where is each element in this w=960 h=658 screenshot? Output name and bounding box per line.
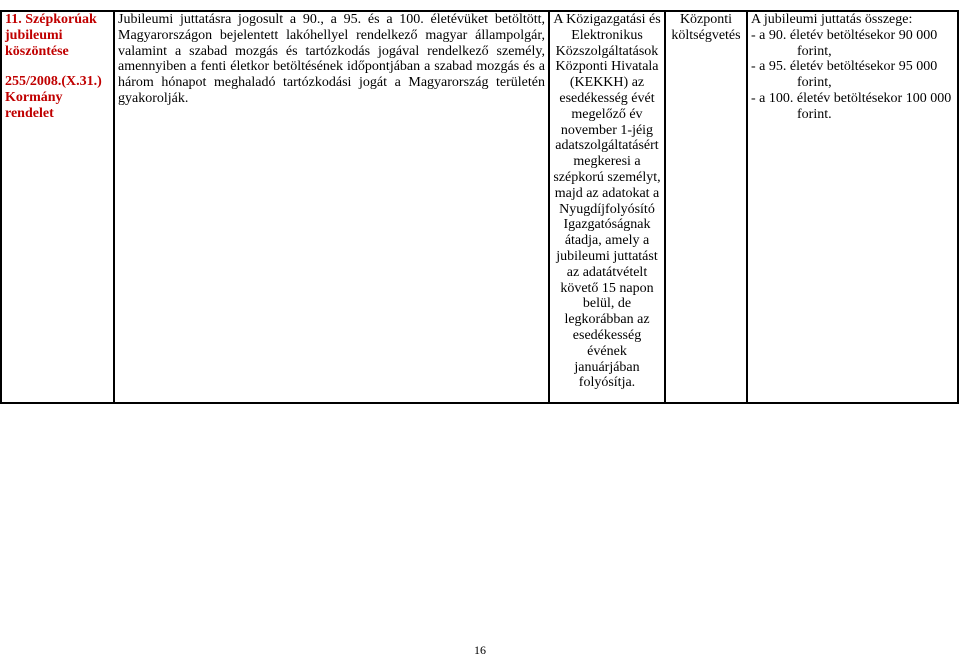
procedure-cell	[549, 11, 665, 403]
decree-reference-line: Kormány rendelet	[5, 90, 63, 121]
eligibility-cell	[114, 11, 549, 403]
amount-title: A jubileumi juttatás összege:	[751, 12, 913, 27]
funding-cell	[665, 11, 747, 403]
funding-text: Központi költségvetés	[671, 12, 741, 43]
amount-lead: - a 90. életév betöltésekor 90 000	[751, 27, 938, 43]
benefit-name-cell	[1, 11, 114, 403]
amount-cell	[747, 11, 958, 403]
amount-lead: - a 95. életév betöltésekor 95 000	[751, 59, 938, 75]
amount-item	[751, 28, 954, 60]
benefit-name-line: 11. Szépkorúak	[5, 12, 97, 27]
procedure-text: A Közigazgatási és Elektronikus Közszolgáltatások Központi Hivatala (KEKKH) az esedékesség évét megelőző év november 1-jéig adatszolgáltatásért megkeresi a szépkorú személyt, majd az adatokat a Nyugdíjfolyósító Igazgatóságnak átadja, amely a jubileumi juttatást az adatátvételt követő 15 napon belül, de legkorábban az esedékesség évének januárjában folyósítja.	[553, 12, 661, 391]
amount-rest: forint,	[797, 75, 832, 91]
eligibility-text: Jubileumi juttatásra jogosult a 90., a 95. és a 100. életévüket betöltött, Magyarországon bejelentett lakóhellyel rendelkező magyar állampolgár, valamint a szabad mozgás és tartózkodás jogával rendelkező személy, amennyiben a fenti életkor betöltésének időpontjában a szabad mozgás és a három hónapot meghaladó tartózkodási jogát a Magyarország területén gyakorolják.	[118, 12, 545, 106]
amount-item	[751, 91, 954, 123]
decree-reference-line: 255/2008.(X.31.)	[5, 74, 102, 90]
benefit-name-line: köszöntése	[5, 43, 69, 59]
amount-item	[751, 59, 954, 91]
benefits-table	[0, 10, 959, 404]
table-row	[1, 11, 958, 403]
amount-rest: forint.	[797, 106, 832, 122]
amount-rest: forint,	[797, 43, 832, 59]
page-number: 16	[474, 643, 486, 657]
amount-lead: - a 100. életév betöltésekor 100 000	[751, 90, 952, 106]
benefit-name-line: jubileumi	[5, 27, 63, 43]
